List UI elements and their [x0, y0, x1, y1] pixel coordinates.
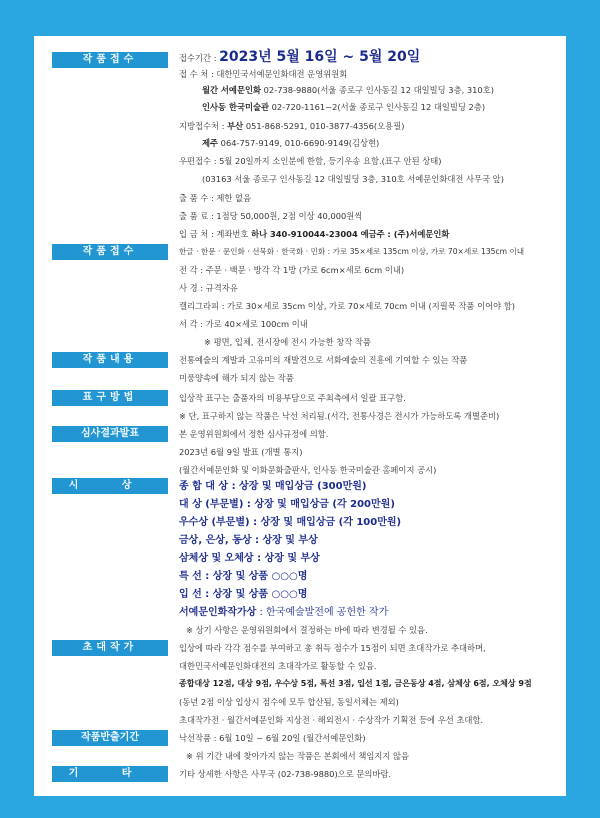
- award-row: 우수상 (부문별) : 상장 및 매입상금 (각 100만원): [179, 517, 402, 528]
- invited-line-3: 종합대상 12점, 대상 9점, 우수상 5점, 특선 3점, 입선 1점, 금은동상 4점, 삼체상 6점, 오체상 9점: [179, 679, 532, 688]
- reception-place1: 월간 서예문인화 02-738-9880(서울 종로구 인사동길 12 대일빌딩 3층, 310호): [202, 85, 494, 95]
- content-line-1: 전통예술의 계발과 고유미의 재발견으로 서화예술의 진흥에 기여할 수 있는 작품: [179, 355, 468, 365]
- reception-place2: 인사동 한국미술관 02-720-1161~2(서울 종로구 인사동길 12 대일빌딩 2층): [202, 102, 486, 112]
- spec-line-6: ※ 평면, 입체, 전시장에 전시 가능한 창작 작품: [204, 337, 371, 347]
- spec-line-1: 한글 · 한문 · 문인화 · 선묵화 · 한국화 · 민화 : 가로 35×세로 135cm 이상, 가로 70×세로 135cm 이내: [179, 247, 525, 256]
- award-row: 삼체상 및 오체상 : 상장 및 부상: [179, 553, 320, 564]
- framing-line-1: 입상작 표구는 출품자의 비용부담으로 주최측에서 일괄 표구함.: [179, 393, 406, 403]
- award-row: 금상, 은상, 동상 : 상장 및 부상: [179, 535, 318, 546]
- award-row: 종 합 대 상 : 상장 및 매입상금 (300만원): [179, 481, 367, 492]
- section-result: 심사결과발표: [52, 426, 168, 442]
- reception-period: 접수기간 : 2023년 5월 16일 ~ 5월 20일: [179, 49, 421, 65]
- section-awards: 시 상: [52, 478, 168, 494]
- section-reception: 작품접수: [52, 52, 168, 68]
- award-row: 대 상 (부문별) : 상장 및 매입상금 (각 200만원): [179, 499, 395, 510]
- invited-line-1: 입상에 따라 각각 점수를 부여하고 총 취득 점수가 15점이 되면 초대작가로 추대하며,: [179, 643, 486, 653]
- result-line-2: 2023년 6월 9일 발표 (개별 통지): [179, 447, 303, 457]
- return-line-1: 낙선작품 : 6월 10일 ~ 6월 20일 (월간서예문인화): [179, 733, 366, 743]
- award-row: 입 선 : 상장 및 상품 ○○○명: [179, 589, 308, 600]
- return-line-2: ※ 위 기간 내에 찾아가지 않는 작품은 본회에서 책임지지 않음: [186, 751, 410, 761]
- reception-mail-address: (03163 서울 종로구 인사동길 12 대일빌딩 3층, 310호 서예문인화대전 사무국 앞): [202, 174, 504, 184]
- reception-deposit: 입 금 처 : 계좌번호 하나 340-910044-23004 예금주 : (주)서예문인화: [179, 229, 450, 239]
- award-row: 특 선 : 상장 및 상품 ○○○명: [179, 571, 308, 582]
- result-line-1: 본 운영위원회에서 정한 심사규정에 의함.: [179, 429, 329, 439]
- section-etc: 기 타: [52, 766, 168, 782]
- invited-line-5: 초대작가전 · 월간서예문인화 지상전 · 해외전시 · 수상작가 기획전 등에 우선 초대함.: [179, 715, 484, 725]
- spec-line-2: 전 각 : 주문 · 백문 · 방각 각 1방 (가로 6cm×세로 6cm 이내): [179, 265, 405, 275]
- reception-local-jeju: 제주 064-757-9149, 010-6690-9149(김상현): [202, 138, 380, 148]
- reception-fee: 출 품 료 : 1점당 50,000원, 2점 이상 40,000원씩: [179, 211, 363, 221]
- section-content: 작품내용: [52, 352, 168, 368]
- section-invited: 초대작가: [52, 640, 168, 656]
- spec-line-4: 캘리그라피 : 가로 30×세로 35cm 이상, 가로 70×세로 70cm 이내 (지필묵 작품 이어야 함): [179, 301, 516, 311]
- section-return: 작품반출기간: [52, 730, 168, 746]
- award-row: 서예문인화작가상 : 한국예술발전에 공헌한 작가: [179, 607, 389, 618]
- framing-line-2: ※ 단, 표구하지 않는 작품은 낙선 처리됨.(서각, 전통사경은 전시가 가능하도록 개별준비): [179, 411, 500, 421]
- section-spec: 작품접수: [52, 244, 168, 260]
- reception-place: 접 수 처 : 대한민국서예문인화대전 운영위원회: [179, 69, 348, 79]
- etc-line-1: 기타 상세한 사항은 사무국 (02-738-9880)으로 문의바람.: [179, 769, 392, 779]
- reception-period-dates: 2023년 5월 16일 ~ 5월 20일: [219, 49, 421, 65]
- spec-line-3: 사 경 : 규격자유: [179, 283, 238, 293]
- award-note: ※ 상기 사항은 운영위원회에서 결정하는 바에 따라 변경될 수 있음.: [186, 625, 428, 635]
- reception-mail: 우편접수 : 5월 20일까지 소인분에 한함, 등기우송 요함.(표구 안된 상태): [179, 156, 442, 166]
- reception-count: 출 품 수 : 제한 없음: [179, 193, 252, 203]
- section-framing: 표구방법: [52, 390, 168, 406]
- poster-paper: [34, 36, 566, 796]
- spec-line-5: 서 각 : 가로 40×세로 100cm 이내: [179, 319, 308, 329]
- reception-local-busan: 지방접수처 : 부산 051-868-5291, 010-3877-4356(오용필): [179, 121, 405, 131]
- result-line-3: (월간서예문인화 및 이화문화출판사, 인사동 한국미술관 홈페이지 공시): [179, 465, 437, 475]
- invited-line-2: 대한민국서예문인화대전의 초대작가로 활동할 수 있음.: [179, 661, 377, 671]
- invited-line-4: (동년 2점 이상 입상시 점수에 모두 합산됨, 동일서체는 제외): [179, 697, 399, 707]
- content-line-2: 미풍양속에 해가 되지 않는 작품: [179, 373, 294, 383]
